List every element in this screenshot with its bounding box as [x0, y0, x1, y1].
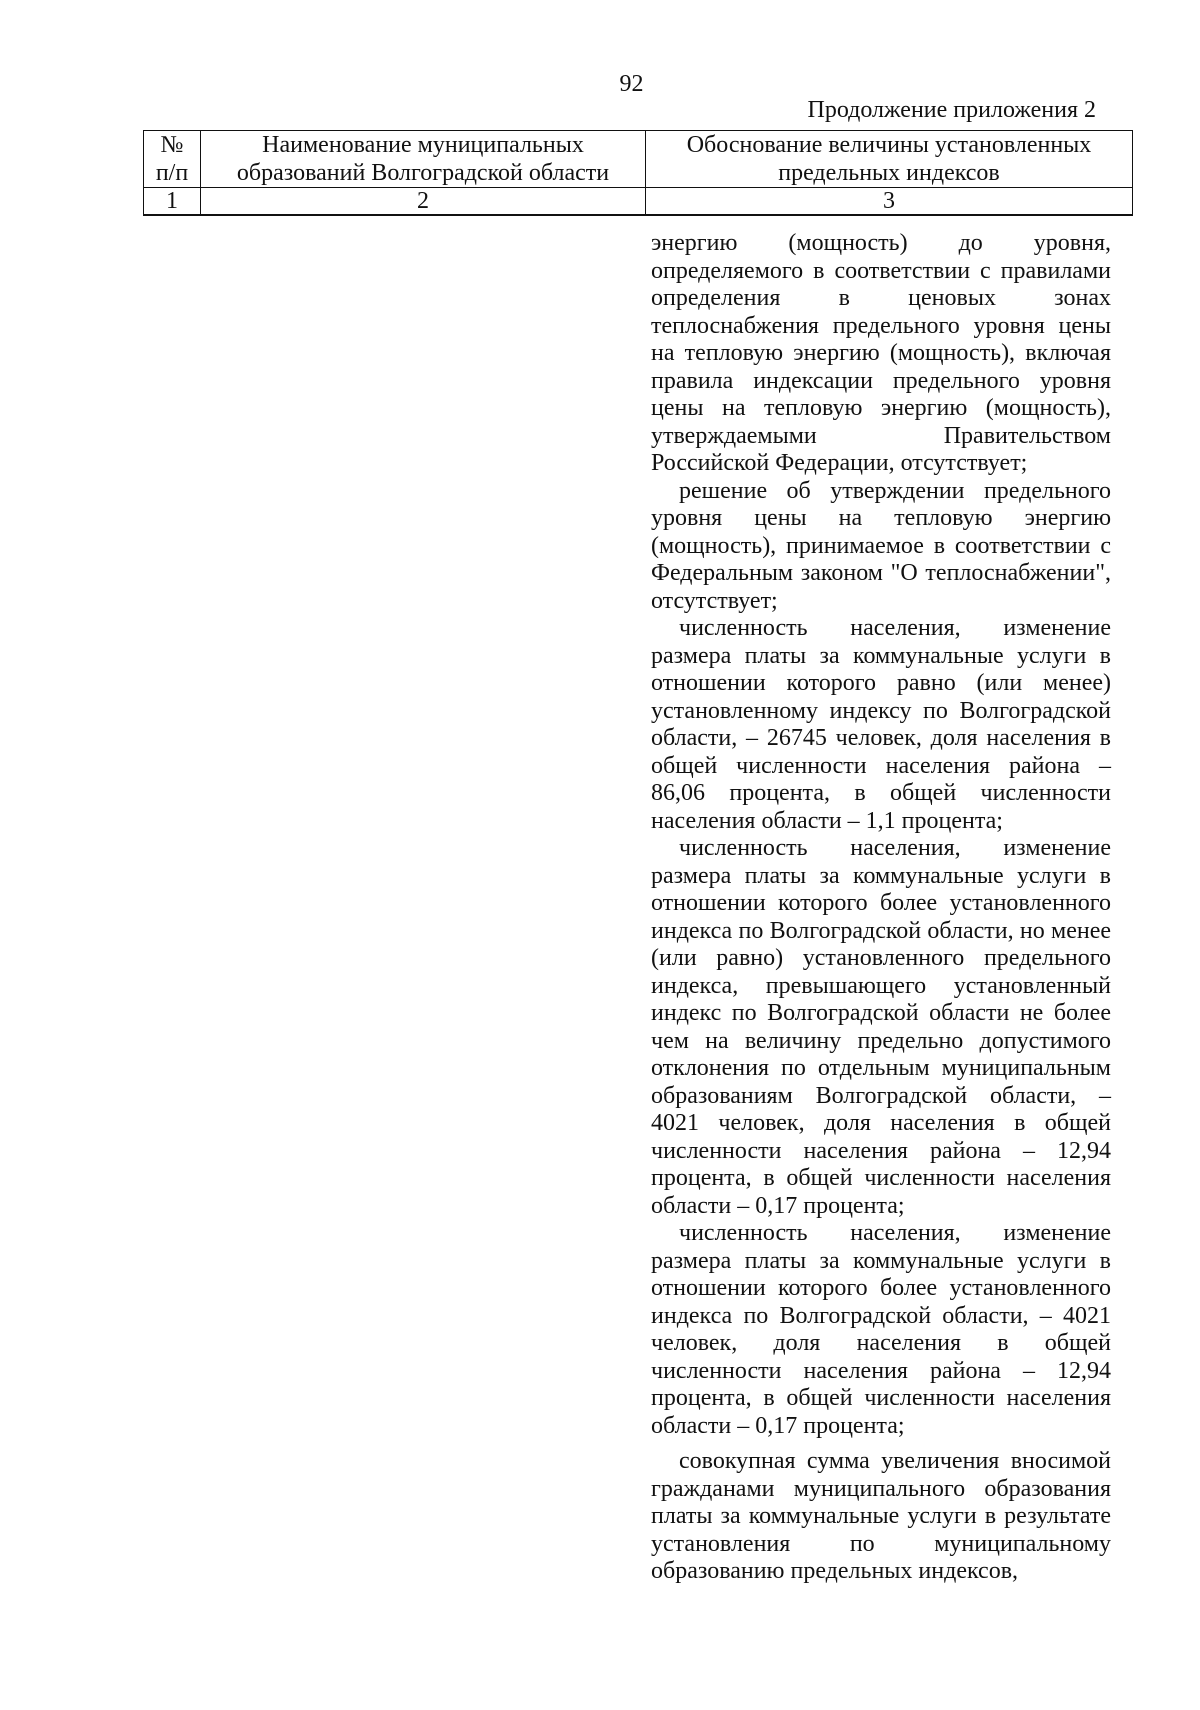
column-number-3: 3 [646, 188, 1133, 216]
page-number: 92 [619, 71, 644, 97]
table-header-row [144, 131, 1133, 188]
appendix-table-header [143, 130, 1133, 216]
column-number-row [144, 188, 1133, 216]
appendix-continuation-note: Продолжение приложения 2 [807, 97, 1096, 123]
paragraph-continuation: энергию (мощность) до уровня, определяемого в соответствии с правилами определения в ценовых зонах теплоснабжения предельного уровня цены на тепловую энергию (мощность), включая правила индексации предельного уровня цены на тепловую энергию (мощность), утверждаемыми Правительством Российской Федерации, отсутствует; [651, 230, 1111, 476]
column-number-2: 2 [201, 188, 646, 216]
justification-text [651, 230, 1111, 1586]
paragraph-heat-price-decision: решение об утверждении предельного уровня цены на тепловую энергию (мощность), принимаемое в соответствии с Федеральным законом "О теплоснабжении", отсутствует; [651, 477, 1111, 614]
column-number-1: 1 [144, 188, 201, 216]
paragraph-population-above-index: численность населения, изменение размера платы за коммунальные услуги в отношении которого более установленного индекса по Волгоградской области, – 4021 человек, доля населения в общей численности населения района – 12,94 процента, в общей численности населения области – 0,17 процента; [651, 1220, 1111, 1439]
header-municipality-name: Наименование муниципальных образований Волгоградской области [201, 131, 646, 188]
paragraph-population-within-limit: численность населения, изменение размера платы за коммунальные услуги в отношении которого более установленного индекса по Волгоградской области, но менее (или равно) установленного предельного индекса, превышающего установленный индекс по Волгоградской области не более чем на величину предельно допустимого отклонения по отдельным муниципальным образованиям Волгоградской области, – 4021 человек, доля населения в общей численности населения района – 12,94 процента, в общей численности населения области – 0,17 процента; [651, 835, 1111, 1219]
header-number: № п/п [144, 131, 201, 188]
header-justification: Обоснование величины установленных предельных индексов [646, 131, 1133, 188]
paragraph-population-within-index: численность населения, изменение размера платы за коммунальные услуги в отношении которого равно (или менее) установленному индексу по Волгоградской области, – 26745 человек, доля населения в общей численности населения района – 86,06 процента, в общей численности населения области – 1,1 процента; [651, 615, 1111, 834]
paragraph-total-increase: совокупная сумма увеличения вносимой гражданами муниципального образования платы за коммунальные услуги в результате установления по муниципальному образованию предельных индексов, [651, 1448, 1111, 1584]
